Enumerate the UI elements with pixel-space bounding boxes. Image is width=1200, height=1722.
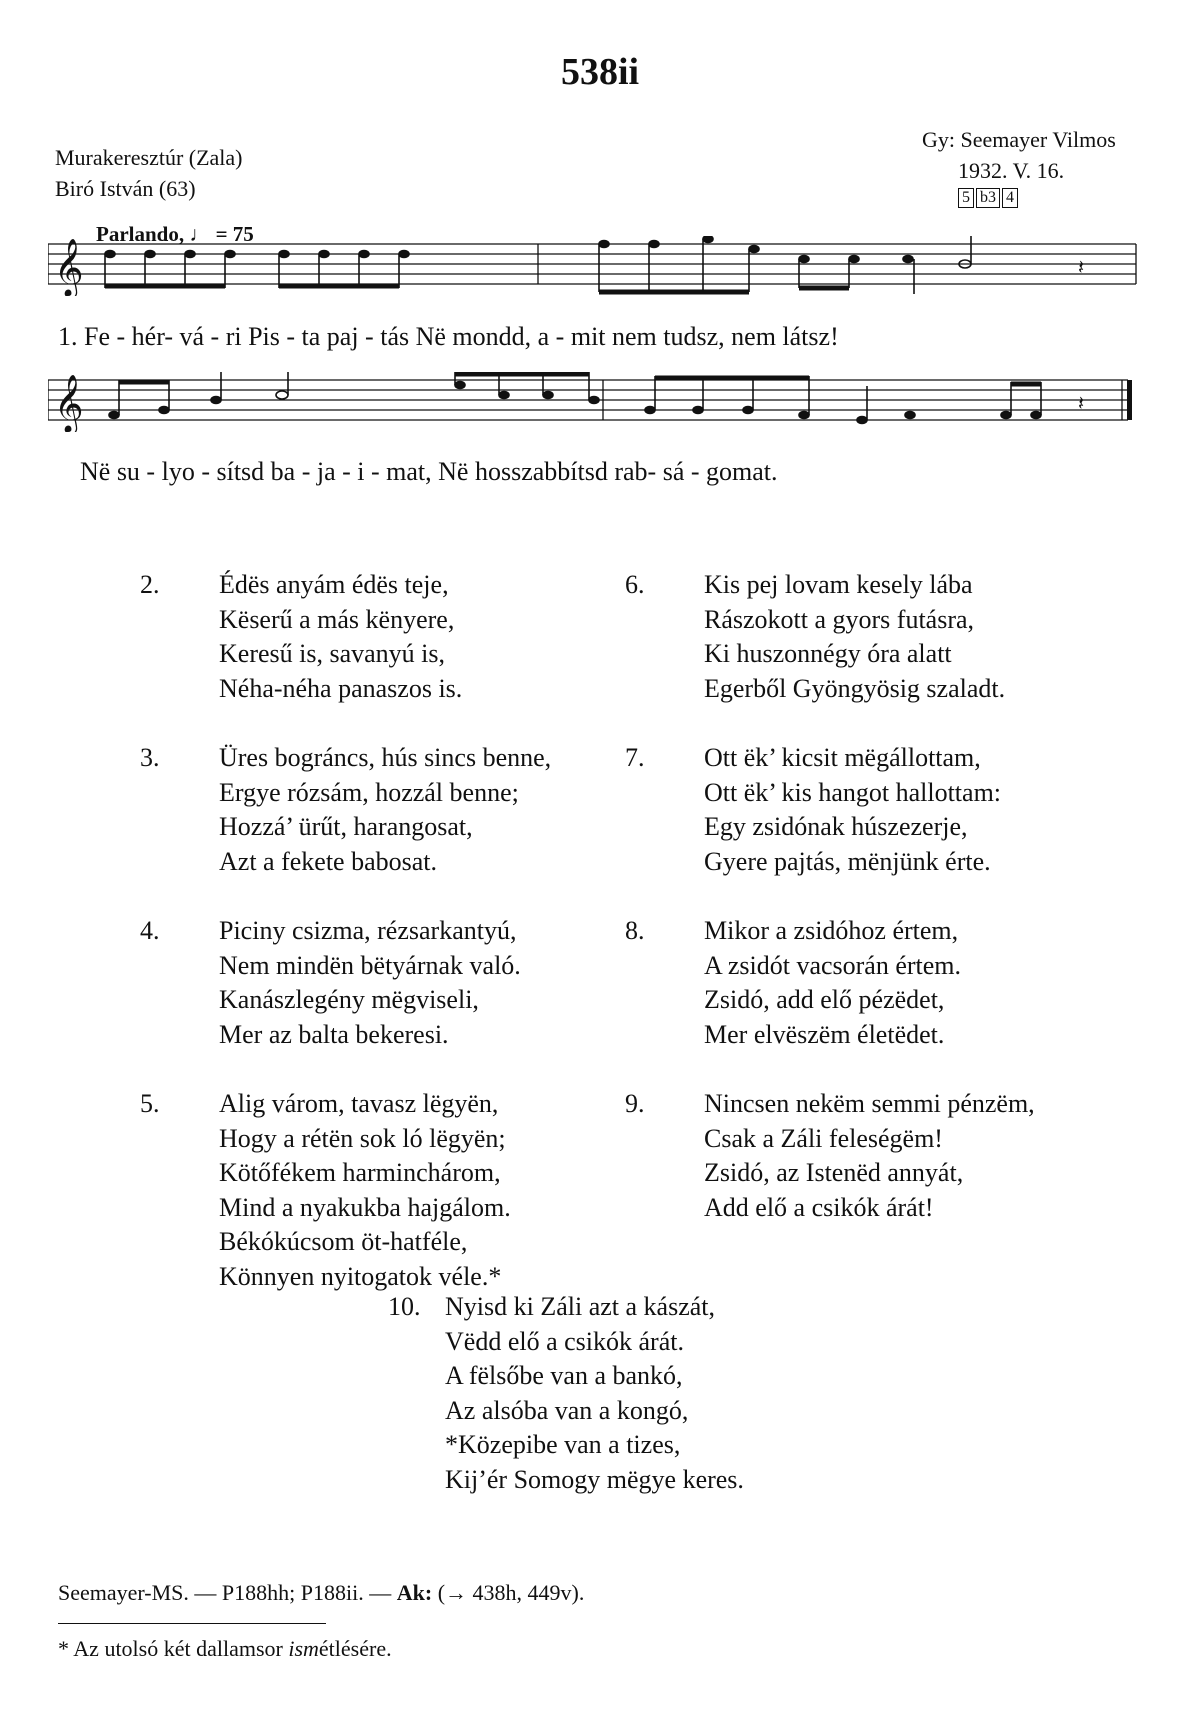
verse-line: Hozzá’ ürűt, harangosat,: [219, 812, 473, 841]
verse-line: Gyere pajtás, mënjünk érte.: [704, 846, 991, 876]
verse-line: A fëlsőbe van a bankó,: [445, 1361, 683, 1390]
stanza-number: 9.: [625, 1089, 645, 1118]
stanza-number: 6.: [625, 570, 645, 599]
verse-line: Csak a Záli feleségëm!: [704, 1123, 943, 1153]
village-name: Murakeresztúr (Zala): [55, 145, 243, 170]
verse-line: Piciny csizma, rézsarkantyú,: [219, 916, 517, 945]
verse-line: Egy zsidónak húszezerje,: [704, 812, 968, 841]
verse-line: Nincsen nekëm semmi pénzëm,: [704, 1089, 1035, 1118]
stanza-number: 7.: [625, 743, 645, 772]
verse-line: Mer elvëszëm életëdet.: [704, 1019, 945, 1049]
verse-line: Üres bográncs, hús sincs benne,: [219, 743, 552, 772]
verse-line: Békókúcsom öt-hatféle,: [219, 1227, 468, 1256]
verse-line: Azt a fekete babosat.: [219, 846, 438, 876]
verse-line: Az alsóba van a kongó,: [445, 1395, 689, 1425]
lyric-line-2: Në su - lyo - sítsd ba - ja - i - mat, Në hosszabbítsd rab- sá - gomat.: [80, 457, 778, 486]
stanza-number: 5.: [140, 1089, 160, 1118]
stanza-number: 2.: [140, 570, 160, 599]
verse-line: Kötőfékem harminchárom,: [219, 1158, 501, 1187]
source-reference: [58, 1580, 584, 1606]
footnote-text: * Az utolsó két dallamsor: [58, 1636, 289, 1661]
lyric-line-1: 1. Fe - hér- vá - ri Pis - ta paj - tás Në mondd, a - mit nem tudsz, nem látsz!: [58, 322, 839, 351]
verse-line: Mind a nyakukba hajgálom.: [219, 1192, 511, 1222]
source-cross-reference: (→ 438h, 449v).: [432, 1580, 585, 1605]
cadence-box: b3: [976, 188, 1000, 208]
verse-line: Keresű is, savanyú is,: [219, 639, 446, 668]
tempo-marking: Parlando, ♩ = 75: [96, 222, 254, 246]
source-text: Seemayer-MS. — P188hh; P188ii. —: [58, 1580, 397, 1605]
verse-line: Vëdd elő a csikók árát.: [445, 1326, 684, 1356]
verse-line: Add elő a csikók árát!: [704, 1192, 934, 1222]
singer-name: Biró István (63): [55, 176, 196, 201]
verse-line: A zsidót vacsorán értem.: [704, 950, 962, 980]
verse-line: Kis pej lovam kesely lába: [704, 570, 973, 599]
svg-text:𝄞: 𝄞: [54, 374, 84, 432]
svg-text:𝄞: 𝄞: [54, 238, 84, 296]
verse-line: Mer az balta bekeresi.: [219, 1019, 449, 1049]
verse-line: Egerből Gyöngyösig szaladt.: [704, 673, 1006, 703]
verse-line: Kij’ér Somogy mëgye keres.: [445, 1464, 744, 1494]
verse-line: Édës anyám édës teje,: [219, 570, 449, 599]
verse-line: Hogy a rétën sok ló lëgyën;: [219, 1123, 506, 1153]
verse-line: *Közepibe van a tizes,: [445, 1430, 681, 1459]
stanza-10: [388, 1290, 888, 1500]
stanza-number: 3.: [140, 743, 160, 772]
collector-name: Gy: Seemayer Vilmos: [922, 127, 1116, 152]
verse-line: Kanászlegény mëgviseli,: [219, 985, 479, 1014]
page-title: 538ii: [560, 51, 640, 93]
stanza-number: 8.: [625, 916, 645, 945]
verse-line: Mikor a zsidóhoz értem,: [704, 916, 959, 945]
verse-line: Këserű a más këny​ere,: [219, 604, 455, 634]
verse-line: Könnyen nyitogatok véle.*: [219, 1261, 502, 1291]
verse-line: Nem mindën bëtyárnak való.: [219, 950, 521, 980]
verse-line: Alig várom, tavasz lëgyën,: [219, 1089, 499, 1118]
location-block: [55, 142, 243, 204]
footnote-text-end: étlésére.: [318, 1636, 392, 1661]
verse-line: Ki huszonnégy óra alatt: [704, 639, 952, 668]
stanza-number: 4.: [140, 916, 160, 945]
collector-block: [922, 124, 1116, 208]
svg-text:𝄽: 𝄽: [1078, 257, 1085, 279]
footnote-divider: [58, 1623, 326, 1624]
music-staff-1: [48, 236, 1138, 296]
cadence-box: 5: [958, 188, 974, 208]
verse-line: Rászokott a gyors futásra,: [704, 604, 975, 634]
verse-line: Nyisd ki Záli azt a kászát,: [445, 1292, 716, 1321]
cadence-box: 4: [1002, 188, 1018, 208]
verse-line: Ott ëk’ kicsit mëgállottam,: [704, 743, 981, 772]
footnote: [58, 1636, 392, 1662]
verse-line: Zsidó, az Istenëd annyát,: [704, 1158, 964, 1187]
svg-text:𝄽: 𝄽: [1078, 393, 1085, 415]
footnote-italic-text: ism: [288, 1636, 319, 1661]
stanza-number: 10.: [388, 1292, 421, 1321]
verse-line: Ergye rózsám, hozzál benne;: [219, 777, 519, 807]
verse-line: Néha-néha panaszos is.: [219, 673, 463, 703]
music-staff-2: [48, 372, 1138, 432]
verse-line: Zsidó, add elő pézëdet,: [704, 985, 945, 1014]
collection-date: 1932. V. 16.: [958, 158, 1065, 183]
source-ak-label: Ak:: [396, 1580, 433, 1605]
cadence-boxes: [922, 188, 1116, 208]
verse-line: Ott ëk’ kis hangot hallottam:: [704, 777, 1002, 807]
